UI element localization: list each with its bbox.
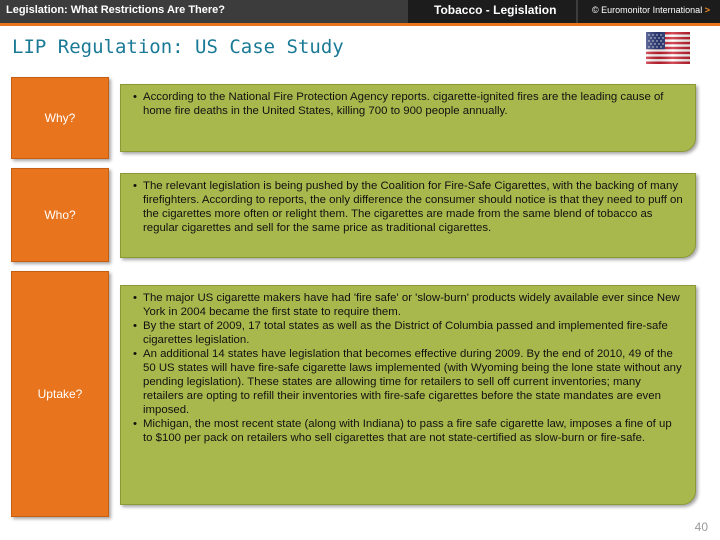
section-title: Legislation: What Restrictions Are There?: [6, 4, 226, 16]
row-label-who: Who?: [11, 168, 109, 262]
row-label-why: Why?: [11, 77, 109, 159]
copyright-label: © Euromonitor International: [592, 5, 703, 15]
row-content-who: [120, 173, 696, 258]
row-content-why: [120, 84, 696, 152]
copyright-text: [592, 5, 710, 15]
page-number: 40: [694, 520, 708, 534]
bullet-item: • The major US cigarette makers have had 'fire safe' or 'slow-burn' products widely available ever since New York in 2004 became the first state to require them.: [133, 291, 683, 319]
bullet-item: • The relevant legislation is being pushed by the Coalition for Fire-Safe Cigarettes, with the backing of many firefighters. According to reports, the only difference the consumer should notice is that they need to puff on the cigarettes more often or relight them. The cigarettes are made from the same blend of tobacco as regular cigarettes and sell for the same price as traditional cigarettes.: [133, 179, 683, 235]
bullet-item: • An additional 14 states have legislation that becomes effective during 2009. By the end of 2010, 49 of the 50 US states will have fire-safe cigarette laws implemented (with Wyoming being the lone state without any pending legislation). These states are allowing time for retailers to sell off current inventories; many retailers are opting to refill their inventories with fire-safe cigarettes before the state mandates are even imposed.: [133, 347, 683, 417]
row-label-uptake: Uptake?: [11, 271, 109, 517]
bullet-item: • By the start of 2009, 17 total states as well as the District of Columbia passed and implemented fire-safe cigarettes legislation.: [133, 319, 683, 347]
header-accent-rule: [0, 23, 720, 26]
bullet-list: [133, 291, 683, 445]
bullet-list: [133, 90, 683, 118]
header-bar: [0, 0, 720, 23]
bullet-item: • According to the National Fire Protection Agency reports. cigarette-ignited fires are the leading cause of home fire deaths in the United States, killing 700 to 900 people annually.: [133, 90, 683, 118]
header-divider: [576, 0, 578, 23]
page-title: LIP Regulation: US Case Study: [12, 36, 344, 58]
sector-title: Tobacco - Legislation: [434, 3, 557, 17]
next-arrow-icon[interactable]: >: [704, 5, 710, 15]
row-content-uptake: [120, 285, 696, 505]
us-flag-icon: [644, 26, 692, 70]
bullet-item: • Michigan, the most recent state (along with Indiana) to pass a fire safe cigarette law, imposes a fine of up to $100 per pack on retailers who sell cigarettes that are not state-certified as slow-burn or fire-safe.: [133, 417, 683, 445]
bullet-list: [133, 179, 683, 235]
